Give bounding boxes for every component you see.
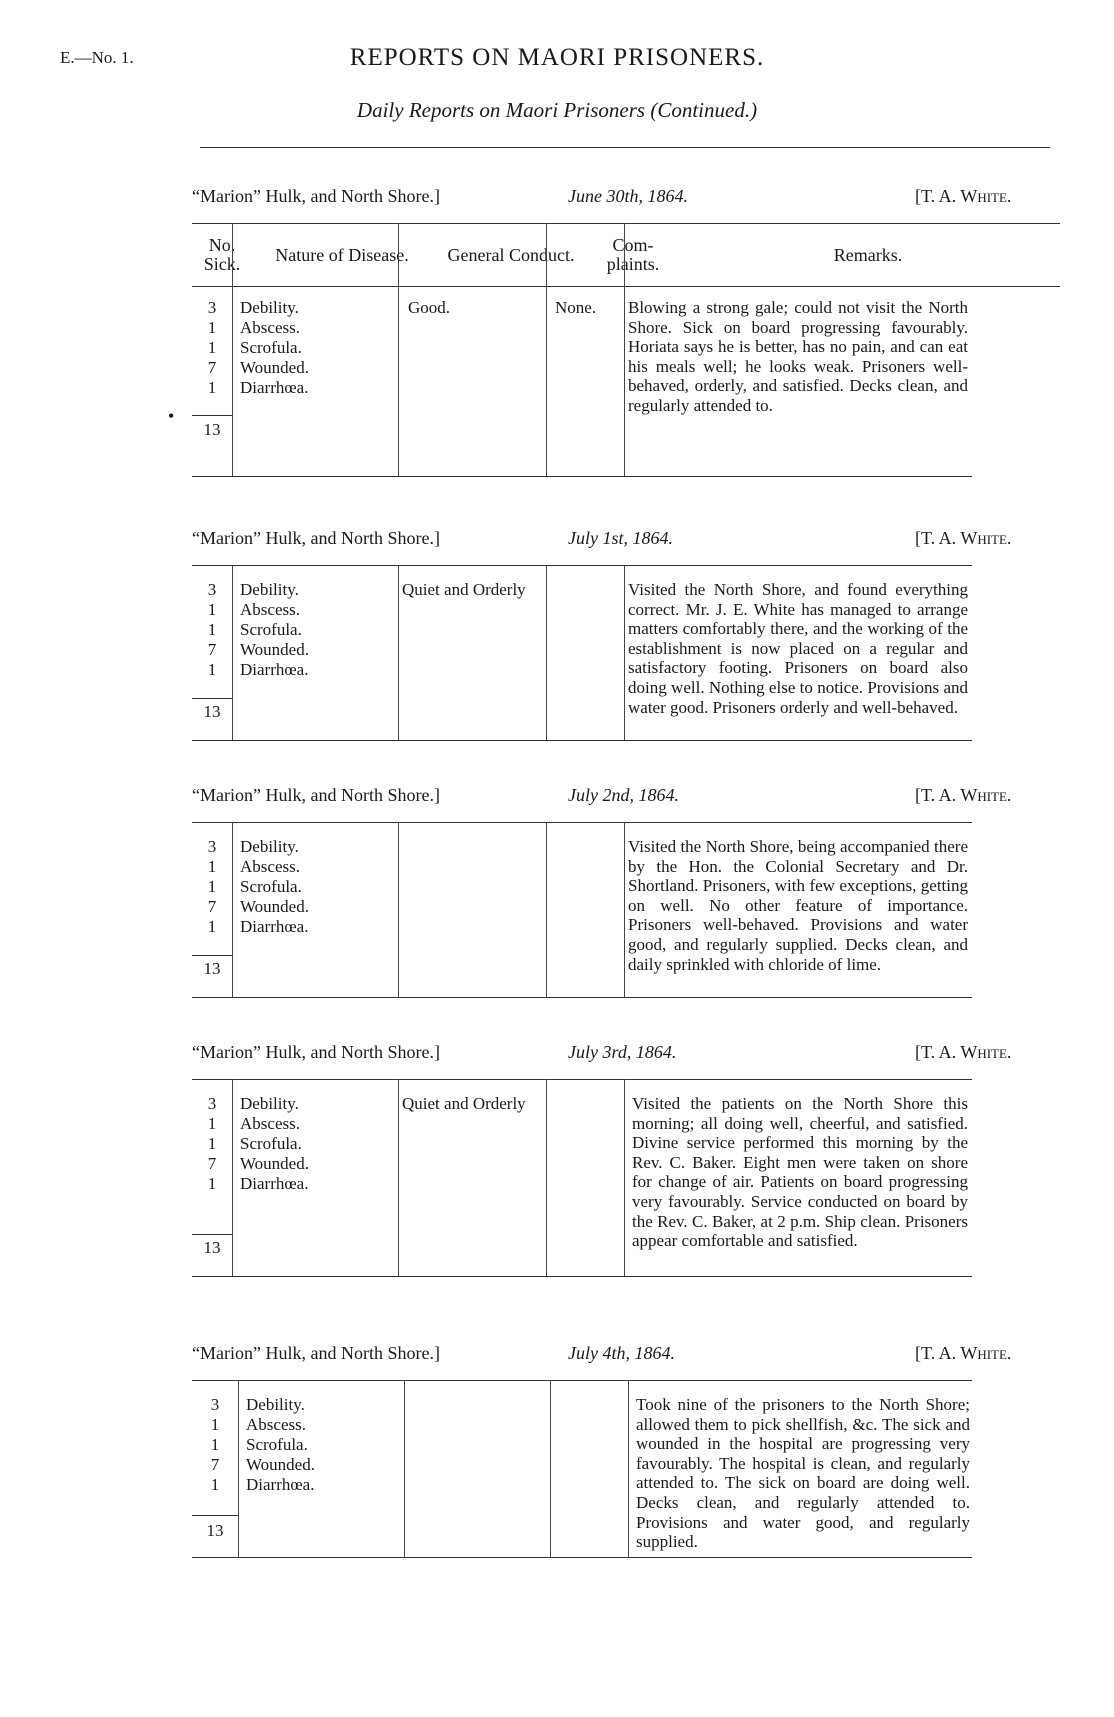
col-divider bbox=[232, 565, 233, 740]
count: 1 bbox=[207, 600, 217, 619]
count: 1 bbox=[207, 877, 217, 896]
col-divider bbox=[398, 822, 399, 997]
count: 1 bbox=[210, 1435, 220, 1454]
page-subtitle: Daily Reports on Maori Prisoners (Continued.) bbox=[356, 98, 758, 122]
remarks: Took nine of the prisoners to the North Shore; allowed them to pick shellfish, &c. The sick and wounded in the hospital are progressing very favourably. The hospital is clean, and regularly attended to. The sick on board are doing well. Decks clean, and regularly attended to. Provisions and water good, and regularly supplied. bbox=[636, 1395, 970, 1552]
disease: Diarrhœa. bbox=[240, 1174, 309, 1193]
col-divider bbox=[624, 565, 625, 740]
count: 3 bbox=[207, 580, 217, 599]
margin-bullet: • bbox=[168, 406, 175, 426]
remarks: Visited the patients on the North Shore this morning; all doing well, cheerful, and satisfied. Divine service performed this morning by the Rev. C. Baker. Eight men were taken on shore for change of air. Patients on board progressing very favourably. Service conducted on board by the Rev. C. Baker, at 2 p.m. Ship clean. Prisoners appear comfortable and satisfied. bbox=[632, 1094, 968, 1251]
total-sick: 13 bbox=[203, 702, 221, 721]
col-divider bbox=[624, 1079, 625, 1276]
header-nature: Nature of Disease. bbox=[275, 244, 409, 265]
count: 1 bbox=[207, 1174, 217, 1193]
count: 1 bbox=[207, 1134, 217, 1153]
sum-rule bbox=[192, 955, 232, 956]
count: 1 bbox=[207, 338, 217, 357]
table-top-rule bbox=[192, 1380, 972, 1381]
count: 1 bbox=[210, 1415, 220, 1434]
header-conduct: General Conduct. bbox=[447, 244, 575, 265]
disease-list bbox=[240, 1094, 395, 1194]
disease: Abscess. bbox=[240, 318, 300, 337]
disease-list bbox=[246, 1395, 401, 1495]
disease: Abscess. bbox=[240, 857, 300, 876]
disease: Scrofula. bbox=[240, 877, 302, 896]
report-table bbox=[192, 565, 1060, 743]
count: 1 bbox=[207, 857, 217, 876]
disease: Diarrhœa. bbox=[240, 378, 309, 397]
count: 7 bbox=[207, 897, 217, 916]
sum-rule bbox=[192, 1234, 232, 1235]
col-divider bbox=[238, 1380, 239, 1557]
col-divider bbox=[232, 1079, 233, 1276]
count: 7 bbox=[207, 358, 217, 377]
report-table bbox=[192, 1380, 1060, 1560]
disease: Wounded. bbox=[246, 1455, 315, 1474]
col-divider bbox=[624, 822, 625, 997]
report-heading bbox=[0, 785, 1114, 813]
general-conduct: Quiet and Orderly bbox=[402, 580, 526, 599]
title-rule bbox=[200, 147, 1050, 148]
count: 7 bbox=[207, 640, 217, 659]
table-bottom-rule bbox=[192, 476, 972, 477]
report-location: “Marion” Hulk, and North Shore.] bbox=[192, 528, 440, 548]
disease: Abscess. bbox=[240, 1114, 300, 1133]
header-no-sick: No. Sick. bbox=[203, 235, 241, 274]
report-date: July 1st, 1864. bbox=[568, 528, 673, 548]
count: 1 bbox=[207, 318, 217, 337]
col-divider bbox=[624, 223, 625, 476]
general-conduct: Quiet and Orderly bbox=[402, 1094, 526, 1113]
disease: Wounded. bbox=[240, 640, 309, 659]
col-divider bbox=[628, 1380, 629, 1557]
sum-rule bbox=[192, 415, 232, 416]
disease: Scrofula. bbox=[240, 338, 302, 357]
disease: Wounded. bbox=[240, 358, 309, 377]
sick-counts bbox=[192, 1395, 238, 1495]
page-title: REPORTS ON MAORI PRISONERS. bbox=[349, 44, 765, 71]
report-table bbox=[192, 822, 1060, 1000]
count: 7 bbox=[210, 1455, 220, 1474]
disease-list bbox=[240, 580, 395, 680]
sick-counts bbox=[192, 837, 232, 937]
disease: Debility. bbox=[240, 580, 299, 599]
table-bottom-rule bbox=[192, 997, 972, 998]
report-officer: [T. A. White. bbox=[915, 1042, 1012, 1062]
disease: Scrofula. bbox=[240, 1134, 302, 1153]
complaints: None. bbox=[555, 298, 597, 317]
remarks: Blowing a strong gale; could not visit the North Shore. Sick on board progressing favourably. Horiata says he is better, has no pain, and can eat his meals well; he looks weak. Prisoners well-behaved, orderly, and satisfied. Decks clean, and regularly attended to. bbox=[628, 298, 968, 415]
disease-list bbox=[240, 298, 395, 398]
col-divider bbox=[550, 1380, 551, 1557]
report-officer: [T. A. White. bbox=[915, 186, 1012, 206]
col-divider bbox=[398, 1079, 399, 1276]
report-officer: [T. A. White. bbox=[915, 1343, 1012, 1363]
sick-counts bbox=[192, 580, 232, 680]
disease: Abscess. bbox=[240, 600, 300, 619]
count: 3 bbox=[207, 837, 217, 856]
total-sick: 13 bbox=[206, 1521, 224, 1540]
disease: Diarrhœa. bbox=[246, 1475, 315, 1494]
general-conduct: Good. bbox=[408, 298, 451, 317]
disease: Scrofula. bbox=[246, 1435, 308, 1454]
report-heading bbox=[0, 528, 1114, 556]
report-heading bbox=[0, 1042, 1114, 1070]
page-reference: E.—No. 1. bbox=[60, 48, 134, 67]
col-divider bbox=[404, 1380, 405, 1557]
count: 1 bbox=[207, 1114, 217, 1133]
disease: Debility. bbox=[246, 1395, 305, 1414]
report-table bbox=[192, 223, 1060, 479]
total-sick: 13 bbox=[203, 959, 221, 978]
table-top-rule bbox=[192, 822, 972, 823]
disease: Debility. bbox=[240, 298, 299, 317]
disease: Diarrhœa. bbox=[240, 660, 309, 679]
report-location: “Marion” Hulk, and North Shore.] bbox=[192, 1343, 440, 1363]
table-top-rule bbox=[192, 1079, 972, 1080]
report-location: “Marion” Hulk, and North Shore.] bbox=[192, 785, 440, 805]
count: 1 bbox=[207, 660, 217, 679]
report-heading bbox=[0, 1343, 1114, 1371]
col-divider bbox=[398, 223, 399, 476]
report-date: June 30th, 1864. bbox=[568, 186, 688, 206]
count: 3 bbox=[207, 1094, 217, 1113]
count: 3 bbox=[210, 1395, 220, 1414]
report-table bbox=[192, 1079, 1060, 1279]
sum-rule bbox=[192, 698, 232, 699]
total-sick: 13 bbox=[203, 1238, 221, 1257]
disease: Wounded. bbox=[240, 897, 309, 916]
report-location: “Marion” Hulk, and North Shore.] bbox=[192, 186, 440, 206]
report-date: July 4th, 1864. bbox=[568, 1343, 675, 1363]
table-bottom-rule bbox=[192, 740, 972, 741]
remarks: Visited the North Shore, and found everything correct. Mr. J. E. White has managed to arrange matters comfortably there, and the working of the establishment is now placed on a regular and satisfactory footing. Prisoners on board also doing well. Nothing else to notice. Provisions and water good. Prisoners orderly and well-behaved. bbox=[628, 580, 968, 717]
header-remarks: Remarks. bbox=[833, 244, 903, 265]
count: 3 bbox=[207, 298, 217, 317]
report-date: July 3rd, 1864. bbox=[568, 1042, 677, 1062]
col-divider bbox=[232, 223, 233, 476]
col-divider bbox=[546, 822, 547, 997]
table-bottom-rule bbox=[192, 1276, 972, 1277]
sick-counts bbox=[192, 298, 232, 398]
disease: Wounded. bbox=[240, 1154, 309, 1173]
total-sick: 13 bbox=[203, 420, 221, 439]
table-top-rule bbox=[192, 565, 972, 566]
count: 1 bbox=[207, 620, 217, 639]
table-bottom-rule bbox=[192, 1557, 972, 1558]
disease: Debility. bbox=[240, 1094, 299, 1113]
remarks: Visited the North Shore, being accompanied there by the Hon. the Colonial Secretary and Dr. Shortland. Prisoners, with few exceptions, getting on well. No other feature of importance. Prisoners well-behaved. Provisions and water good, and regularly supplied. Decks clean, and daily sprinkled with chloride of lime. bbox=[628, 837, 968, 974]
sum-rule bbox=[192, 1515, 238, 1516]
sick-counts bbox=[192, 1094, 232, 1194]
count: 1 bbox=[210, 1475, 220, 1494]
count: 1 bbox=[207, 917, 217, 936]
report-location: “Marion” Hulk, and North Shore.] bbox=[192, 1042, 440, 1062]
report-officer: [T. A. White. bbox=[915, 785, 1012, 805]
col-divider bbox=[398, 565, 399, 740]
disease: Diarrhœa. bbox=[240, 917, 309, 936]
disease: Scrofula. bbox=[240, 620, 302, 639]
col-divider bbox=[232, 822, 233, 997]
disease: Abscess. bbox=[246, 1415, 306, 1434]
count: 7 bbox=[207, 1154, 217, 1173]
report-officer: [T. A. White. bbox=[915, 528, 1012, 548]
report-date: July 2nd, 1864. bbox=[568, 785, 679, 805]
report-heading bbox=[0, 186, 1114, 214]
col-divider bbox=[546, 223, 547, 476]
header-complaints: Com- plaints. bbox=[606, 235, 660, 274]
table-header bbox=[192, 223, 1060, 287]
count: 1 bbox=[207, 378, 217, 397]
disease-list bbox=[240, 837, 395, 937]
disease: Debility. bbox=[240, 837, 299, 856]
